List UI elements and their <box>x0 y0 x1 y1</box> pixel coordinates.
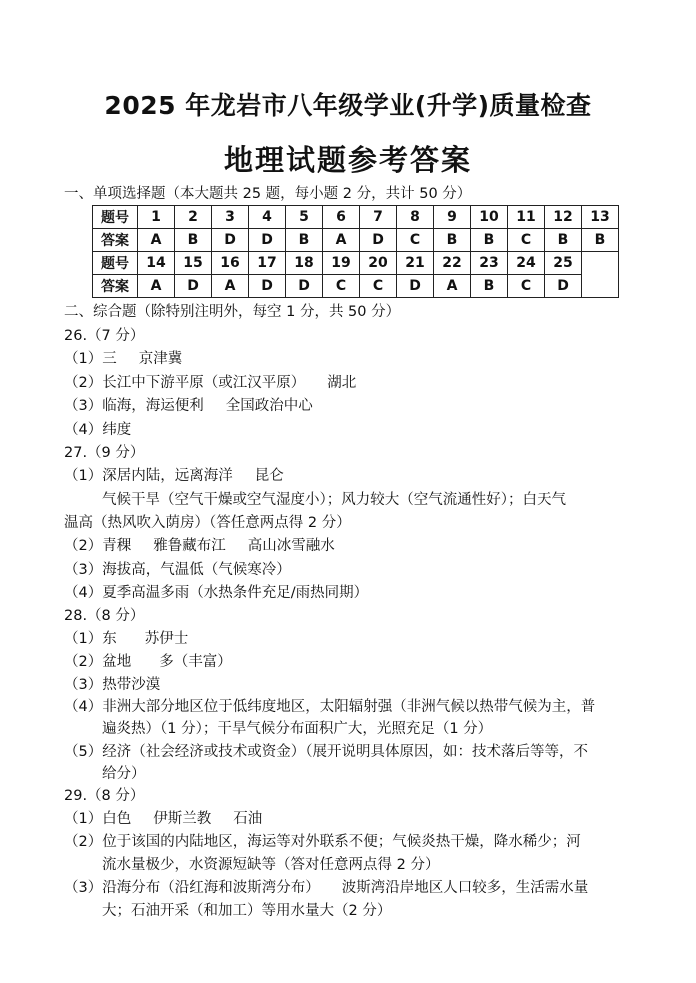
table-cell: B <box>471 275 508 298</box>
table-cell: 23 <box>471 252 508 275</box>
q26-answer-2 <box>64 373 356 393</box>
answer-text: 伊斯兰教 <box>153 811 212 827</box>
table-cell: 题号 <box>93 252 138 275</box>
table-cell: 答案 <box>93 229 138 252</box>
q26-answer-1 <box>64 349 182 369</box>
table-cell: 21 <box>397 252 434 275</box>
answer-text: 高山冰雪融水 <box>247 538 335 554</box>
table-cell: C <box>323 275 360 298</box>
page-subtitle: 地理试题参考答案 <box>223 143 472 177</box>
answer-text: （2）盆地 <box>64 654 132 670</box>
table-cell: 题号 <box>93 206 138 229</box>
table-cell: B <box>545 229 582 252</box>
table-cell-empty <box>582 252 619 298</box>
q27-answer-4: （4）夏季高温多雨（水热条件充足/雨热同期） <box>64 585 369 601</box>
table-row <box>93 252 619 275</box>
answer-text: （3）临海，海运便利 <box>64 398 204 414</box>
table-cell: B <box>175 229 212 252</box>
q27-answer-2 <box>64 536 335 556</box>
q28-header: 28.（8 分） <box>64 608 145 624</box>
table-cell: 19 <box>323 252 360 275</box>
table-cell: 2 <box>175 206 212 229</box>
q29-header: 29.（8 分） <box>64 788 145 804</box>
table-cell: 7 <box>360 206 397 229</box>
table-cell: 17 <box>249 252 286 275</box>
answer-text: 昆仑 <box>254 468 284 484</box>
answer-text: （1）白色 <box>64 811 132 827</box>
table-cell: 8 <box>397 206 434 229</box>
table-cell: 4 <box>249 206 286 229</box>
table-cell: 10 <box>471 206 508 229</box>
table-cell: 16 <box>212 252 249 275</box>
table-cell: 20 <box>360 252 397 275</box>
answer-text: （1）深居内陆，远离海洋 <box>64 468 233 484</box>
table-cell: 6 <box>323 206 360 229</box>
section1-heading: 一、单项选择题（本大题共 25 题，每小题 2 分，共计 50 分） <box>64 186 472 202</box>
table-cell: A <box>138 229 175 252</box>
table-cell: 22 <box>434 252 471 275</box>
answer-text: 石油 <box>233 811 263 827</box>
table-cell: C <box>360 275 397 298</box>
q26-answer-4: （4）纬度 <box>64 422 132 438</box>
q26-header: 26.（7 分） <box>64 328 145 344</box>
q29-answer-3 <box>64 878 588 898</box>
table-cell: A <box>138 275 175 298</box>
table-cell: 13 <box>582 206 619 229</box>
table-cell: B <box>471 229 508 252</box>
table-cell: C <box>508 229 545 252</box>
table-cell: 18 <box>286 252 323 275</box>
page-title: 2025 年龙岩市八年级学业(升学)质量检查 <box>104 91 592 120</box>
q29-answer-2-cont: 流水量极少，水资源短缺等（答对任意两点得 2 分） <box>102 857 440 873</box>
q28-answer-5: （5）经济（社会经济或技术或资金）（展开说明具体原因，如：技术落后等等，不 <box>64 744 588 760</box>
table-cell: 24 <box>508 252 545 275</box>
answer-table <box>92 205 619 298</box>
q28-answer-1 <box>64 629 188 649</box>
q28-answer-2 <box>64 652 232 672</box>
answer-text: 波斯湾沿岸地区人口较多，生活需水量 <box>341 880 589 896</box>
answer-text: 湖北 <box>327 375 357 391</box>
answer-text: （2）长江中下游平原（或江汉平原） <box>64 375 306 391</box>
q28-answer-4: （4）非洲大部分地区位于低纬度地区，太阳辐射强（非洲气候以热带气候为主，普 <box>64 699 596 715</box>
section2-heading: 二、综合题（除特别注明外，每空 1 分，共 50 分） <box>64 304 401 320</box>
answer-text: （2）青稞 <box>64 538 132 554</box>
answer-text: 全国政治中心 <box>225 398 313 414</box>
table-cell: 15 <box>175 252 212 275</box>
q27-answer-1-detail: 气候干旱（空气干燥或空气湿度小）；风力较大（空气流通性好）；白天气 <box>102 492 566 508</box>
q27-answer-1-detail-cont: 温高（热风吹入荫房）（答任意两点得 2 分） <box>64 515 351 531</box>
table-cell: B <box>582 229 619 252</box>
table-cell: D <box>286 275 323 298</box>
answer-text: （3）沿海分布（沿红海和波斯湾分布） <box>64 880 320 896</box>
q29-answer-3-cont: 大；石油开采（和加工）等用水量大（2 分） <box>102 903 392 919</box>
table-cell: 12 <box>545 206 582 229</box>
table-cell: D <box>545 275 582 298</box>
table-cell: 答案 <box>93 275 138 298</box>
answer-text: （1）东 <box>64 631 117 647</box>
answer-text: 苏伊士 <box>144 631 189 647</box>
table-row <box>93 206 619 229</box>
q27-header: 27.（9 分） <box>64 445 145 461</box>
table-cell: 25 <box>545 252 582 275</box>
table-cell: 3 <box>212 206 249 229</box>
table-row <box>93 229 619 252</box>
q28-answer-3: （3）热带沙漠 <box>64 677 161 693</box>
q27-answer-1 <box>64 466 284 486</box>
answer-text: 京津冀 <box>138 351 183 367</box>
answer-text: 雅鲁藏布江 <box>153 538 226 554</box>
table-cell: C <box>508 275 545 298</box>
q29-answer-1 <box>64 809 262 829</box>
q27-answer-3: （3）海拔高，气温低（气候寒冷） <box>64 562 291 578</box>
q26-answer-3 <box>64 396 313 416</box>
table-cell: 5 <box>286 206 323 229</box>
answer-text: （1）三 <box>64 351 117 367</box>
table-cell: B <box>434 229 471 252</box>
table-cell: B <box>286 229 323 252</box>
table-cell: D <box>249 275 286 298</box>
q28-answer-5-cont: 给分） <box>102 766 146 782</box>
table-row <box>93 275 619 298</box>
table-cell: C <box>397 229 434 252</box>
table-cell: D <box>249 229 286 252</box>
table-cell: 9 <box>434 206 471 229</box>
table-cell: D <box>212 229 249 252</box>
table-cell: 14 <box>138 252 175 275</box>
q28-answer-4-cont: 遍炎热）（1 分）；干旱气候分布面积广大，光照充足（1 分） <box>102 721 493 737</box>
table-cell: D <box>360 229 397 252</box>
table-cell: D <box>397 275 434 298</box>
table-cell: 11 <box>508 206 545 229</box>
answer-text: 多（丰富） <box>159 654 232 670</box>
table-cell: A <box>212 275 249 298</box>
table-cell: A <box>323 229 360 252</box>
q29-answer-2: （2）位于该国的内陆地区，海运等对外联系不便；气候炎热干燥，降水稀少；河 <box>64 834 581 850</box>
table-cell: D <box>175 275 212 298</box>
table-cell: A <box>434 275 471 298</box>
table-cell: 1 <box>138 206 175 229</box>
